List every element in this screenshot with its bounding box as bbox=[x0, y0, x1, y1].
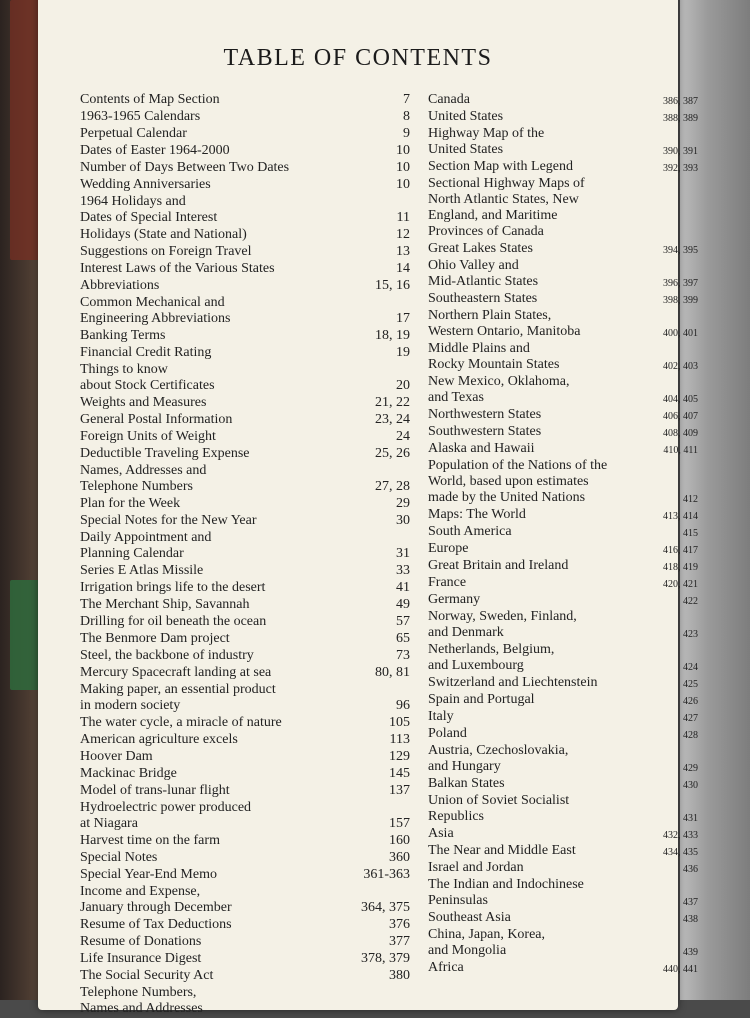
toc-entry-title: The water cycle, a miracle of nature bbox=[80, 715, 282, 730]
toc-entry bbox=[80, 126, 410, 142]
toc-entry bbox=[80, 749, 410, 765]
toc-entry bbox=[80, 261, 410, 277]
toc-entry-title: Israel and Jordan bbox=[428, 860, 524, 875]
toc-entry-page: 392, 393 bbox=[663, 163, 698, 174]
toc-entry bbox=[428, 109, 698, 125]
toc-entry-page: 418, 419 bbox=[663, 562, 698, 573]
toc-entry bbox=[428, 592, 698, 608]
toc-entry bbox=[80, 968, 410, 984]
toc-entry-title: Weights and Measures bbox=[80, 395, 207, 410]
toc-entry-page: 24 bbox=[396, 429, 410, 444]
toc-entry-title: The Benmore Dam project bbox=[80, 631, 230, 646]
toc-entry-title: Canada bbox=[428, 92, 470, 107]
toc-entry-title: Daily Appointment and Planning Calendar bbox=[80, 530, 212, 561]
toc-entry bbox=[428, 960, 698, 976]
toc-entry-page: 376 bbox=[389, 917, 410, 932]
toc-entry-title: Common Mechanical and Engineering Abbreviations bbox=[80, 295, 231, 326]
toc-entry-title: The Social Security Act bbox=[80, 968, 214, 983]
toc-entry-page: 17 bbox=[396, 311, 410, 326]
page-title: TABLE OF CONTENTS bbox=[223, 45, 493, 71]
toc-entry-title: Section Map with Legend bbox=[428, 159, 574, 174]
toc-entry-page: 388, 389 bbox=[663, 113, 698, 124]
toc-entry bbox=[428, 743, 698, 775]
toc-entry-page: 427 bbox=[683, 713, 698, 724]
toc-entry-page: 400, 401 bbox=[663, 328, 698, 339]
toc-entry-page: 406, 407 bbox=[663, 411, 698, 422]
toc-entry-title: Sectional Highway Maps of North Atlantic States, New England, and Maritime Provinces of Canada bbox=[428, 176, 585, 239]
toc-entry-title: Norway, Sweden, Finland, and Denmark bbox=[428, 609, 577, 640]
toc-entry-title: Deductible Traveling Expense bbox=[80, 446, 250, 461]
toc-entry-page: 49 bbox=[396, 597, 410, 612]
toc-entry bbox=[428, 675, 698, 691]
toc-entry bbox=[80, 715, 410, 731]
toc-entry-page: 30 bbox=[396, 513, 410, 528]
toc-entry-page: 105 bbox=[389, 715, 410, 730]
toc-entry bbox=[80, 227, 410, 243]
toc-entry-page: 430 bbox=[683, 780, 698, 791]
toc-entry bbox=[428, 575, 698, 591]
toc-entry-title: Southeastern States bbox=[428, 291, 538, 306]
toc-entry-page: 21, 22 bbox=[375, 395, 410, 410]
toc-entry-title: Wedding Anniversaries bbox=[80, 177, 211, 192]
toc-entry-title: Middle Plains and Rocky Mountain States bbox=[428, 341, 560, 372]
toc-entry-page: 404, 405 bbox=[663, 394, 698, 405]
toc-entry-page: 364, 375 bbox=[361, 900, 410, 915]
toc-entry-page: 424 bbox=[683, 662, 698, 673]
toc-entry-page: 33 bbox=[396, 563, 410, 578]
toc-entry-title: Special Year-End Memo bbox=[80, 867, 217, 882]
toc-entry-page: 14 bbox=[396, 261, 410, 276]
toc-entry-title: The Near and Middle East bbox=[428, 843, 576, 858]
toc-entry-title: Contents of Map Section bbox=[80, 92, 220, 107]
cover-decoration-green bbox=[10, 580, 40, 690]
cover-decoration-red bbox=[10, 0, 40, 260]
toc-entry bbox=[80, 884, 410, 916]
toc-entry bbox=[80, 665, 410, 681]
toc-entry-title: Austria, Czechoslovakia, and Hungary bbox=[428, 743, 569, 774]
toc-entry bbox=[80, 648, 410, 664]
toc-entry-page: 73 bbox=[396, 648, 410, 663]
toc-entry-page: 396, 397 bbox=[663, 278, 698, 289]
toc-entry bbox=[80, 682, 410, 714]
toc-entry-title: Southeast Asia bbox=[428, 910, 511, 925]
toc-entry-page: 380 bbox=[389, 968, 410, 983]
toc-entry bbox=[80, 833, 410, 849]
toc-entry-title: Foreign Units of Weight bbox=[80, 429, 216, 444]
toc-entry-page: 41 bbox=[396, 580, 410, 595]
toc-entry-title: Southwestern States bbox=[428, 424, 542, 439]
toc-entry bbox=[428, 92, 698, 108]
toc-entry-page: 13 bbox=[396, 244, 410, 259]
toc-entry-title: Resume of Tax Deductions bbox=[80, 917, 232, 932]
toc-entry bbox=[428, 776, 698, 792]
toc-entry-page: 402, 403 bbox=[663, 361, 698, 372]
toc-entry-title: Balkan States bbox=[428, 776, 505, 791]
toc-entry-page: 423 bbox=[683, 629, 698, 640]
toc-entry bbox=[428, 407, 698, 423]
toc-entry-page: 412 bbox=[683, 494, 698, 505]
toc-entry bbox=[80, 109, 410, 125]
toc-entry bbox=[428, 507, 698, 523]
toc-entry-title: Income and Expense, January through December bbox=[80, 884, 232, 915]
toc-entry-title: Steel, the backbone of industry bbox=[80, 648, 254, 663]
toc-entry-page: 431 bbox=[683, 813, 698, 824]
toc-entry-title: Number of Days Between Two Dates bbox=[80, 160, 290, 175]
toc-entry bbox=[428, 726, 698, 742]
toc-entry bbox=[80, 446, 410, 462]
toc-entry bbox=[428, 709, 698, 725]
toc-entry-title: Telephone Numbers, Names and Addresses bbox=[80, 985, 203, 1016]
toc-entry-page: 11 bbox=[396, 210, 410, 225]
toc-entry-page: 10 bbox=[396, 143, 410, 158]
toc-entry-title: The Indian and Indochinese Peninsulas bbox=[428, 877, 584, 908]
toc-entry-page: 439 bbox=[683, 947, 698, 958]
toc-entry-page: 160 bbox=[389, 833, 410, 848]
toc-entry-page: 429 bbox=[683, 763, 698, 774]
toc-entry-title: Great Britain and Ireland bbox=[428, 558, 569, 573]
toc-entry-title: Hoover Dam bbox=[80, 749, 153, 764]
toc-entry-title: Making paper, an essential product in modern society bbox=[80, 682, 276, 713]
toc-entry-title: Harvest time on the farm bbox=[80, 833, 220, 848]
toc-entry-page: 10 bbox=[396, 160, 410, 175]
toc-entry-page: 8 bbox=[403, 109, 410, 124]
toc-entry-page: 408, 409 bbox=[663, 428, 698, 439]
toc-entry bbox=[80, 295, 410, 327]
toc-entry-title: Holidays (State and National) bbox=[80, 227, 247, 242]
toc-entry bbox=[428, 341, 698, 373]
toc-entry bbox=[80, 850, 410, 866]
toc-entry-page: 20 bbox=[396, 378, 410, 393]
toc-entry-title: Resume of Donations bbox=[80, 934, 202, 949]
toc-entry-title: Northern Plain States, Western Ontario, Manitoba bbox=[428, 308, 581, 339]
toc-entry bbox=[428, 374, 698, 406]
toc-entry-page: 7 bbox=[403, 92, 410, 107]
toc-entry-title: Names, Addresses and Telephone Numbers bbox=[80, 463, 207, 494]
toc-entry bbox=[80, 563, 410, 579]
toc-entry-page: 137 bbox=[389, 783, 410, 798]
toc-entry-title: Maps: The World bbox=[428, 507, 526, 522]
toc-entry bbox=[80, 631, 410, 647]
toc-entry-page: 157 bbox=[389, 816, 410, 831]
toc-entry bbox=[428, 291, 698, 307]
toc-entry-page: 398, 399 bbox=[663, 295, 698, 306]
toc-entry bbox=[428, 826, 698, 842]
toc-entry bbox=[80, 732, 410, 748]
toc-entry bbox=[428, 860, 698, 876]
toc-entry-page: 113 bbox=[389, 732, 410, 747]
toc-entry-title: South America bbox=[428, 524, 512, 539]
toc-entry-title: Financial Credit Rating bbox=[80, 345, 212, 360]
contents-page bbox=[38, 0, 698, 1016]
toc-entry-page: 65 bbox=[396, 631, 410, 646]
toc-entry bbox=[428, 176, 698, 240]
toc-entry-page: 436 bbox=[683, 864, 698, 875]
toc-entry bbox=[80, 395, 410, 411]
toc-entry bbox=[80, 463, 410, 495]
toc-entry-page: 440, 441 bbox=[663, 964, 698, 975]
toc-entry-page: 426 bbox=[683, 696, 698, 707]
toc-entry-title: France bbox=[428, 575, 467, 590]
toc-entry-page: 129 bbox=[389, 749, 410, 764]
toc-entry bbox=[80, 934, 410, 950]
toc-entry-title: Netherlands, Belgium, and Luxembourg bbox=[428, 642, 555, 673]
toc-entry bbox=[80, 917, 410, 933]
toc-entry-page: 15, 16 bbox=[375, 278, 410, 293]
toc-entry-page: 415 bbox=[683, 528, 698, 539]
toc-entry-title: Great Lakes States bbox=[428, 241, 533, 256]
toc-entry bbox=[80, 328, 410, 344]
toc-entry bbox=[428, 308, 698, 340]
toc-entry-title: American agriculture excels bbox=[80, 732, 238, 747]
toc-entry-title: Union of Soviet Socialist Republics bbox=[428, 793, 570, 824]
toc-entry-title: Model of trans-lunar flight bbox=[80, 783, 230, 798]
toc-entry-page: 31 bbox=[396, 546, 410, 561]
toc-entry-title: 1964 Holidays and Dates of Special Interest bbox=[80, 194, 218, 225]
toc-entry-title: Asia bbox=[428, 826, 454, 841]
toc-entry-page: 386, 387 bbox=[663, 96, 698, 107]
toc-entry bbox=[428, 458, 698, 506]
toc-entry-page: 9 bbox=[403, 126, 410, 141]
toc-entry-title: Perpetual Calendar bbox=[80, 126, 187, 141]
toc-entry-title: Northwestern States bbox=[428, 407, 542, 422]
toc-entry bbox=[428, 692, 698, 708]
toc-entry bbox=[80, 530, 410, 562]
toc-entry bbox=[428, 877, 698, 909]
toc-entry bbox=[428, 910, 698, 926]
toc-entry bbox=[80, 429, 410, 445]
toc-entry-page: 438 bbox=[683, 914, 698, 925]
toc-entry-title: Switzerland and Liechtenstein bbox=[428, 675, 598, 690]
toc-entry-title: Dates of Easter 1964-2000 bbox=[80, 143, 230, 158]
toc-entry-page: 360 bbox=[389, 850, 410, 865]
toc-entry-page: 410, 411 bbox=[663, 445, 698, 456]
toc-entry-page: 390, 391 bbox=[663, 146, 698, 157]
toc-entry-page: 378, 379 bbox=[361, 951, 410, 966]
toc-entry-page: 23, 24 bbox=[375, 412, 410, 427]
toc-entry bbox=[428, 927, 698, 959]
toc-entry-page: 422 bbox=[683, 596, 698, 607]
toc-entry-title: Things to know about Stock Certificates bbox=[80, 362, 215, 393]
toc-entry bbox=[80, 160, 410, 176]
toc-entry-title: Plan for the Week bbox=[80, 496, 181, 511]
toc-entry-title: Population of the Nations of the World, based upon estimates made by the United Nations bbox=[428, 458, 608, 505]
toc-entry-page: 145 bbox=[389, 766, 410, 781]
toc-entry bbox=[80, 92, 410, 108]
toc-entry-page: 413, 414 bbox=[663, 511, 698, 522]
contents-left-column bbox=[80, 92, 410, 1018]
toc-entry bbox=[428, 558, 698, 574]
toc-entry-title: Europe bbox=[428, 541, 469, 556]
toc-entry bbox=[80, 951, 410, 967]
toc-entry bbox=[428, 441, 698, 457]
toc-entry-title: Mercury Spacecraft landing at sea bbox=[80, 665, 272, 680]
toc-entry-page: 377 bbox=[389, 934, 410, 949]
toc-entry-page: 10 bbox=[396, 177, 410, 192]
toc-entry-title: Poland bbox=[428, 726, 467, 741]
toc-entry bbox=[80, 496, 410, 512]
toc-entry-page: 394, 395 bbox=[663, 245, 698, 256]
toc-entry-title: United States bbox=[428, 109, 504, 124]
toc-entry-title: Life Insurance Digest bbox=[80, 951, 202, 966]
toc-entry-page: 18, 19 bbox=[375, 328, 410, 343]
toc-entry bbox=[80, 177, 410, 193]
toc-entry bbox=[428, 524, 698, 540]
toc-entry-title: New Mexico, Oklahoma, and Texas bbox=[428, 374, 570, 405]
toc-entry-page: 434, 435 bbox=[663, 847, 698, 858]
toc-entry bbox=[80, 580, 410, 596]
toc-entry-title: Africa bbox=[428, 960, 464, 975]
toc-entry bbox=[80, 278, 410, 294]
toc-entry bbox=[428, 793, 698, 825]
toc-entry bbox=[80, 867, 410, 883]
contents-right-column bbox=[428, 92, 698, 977]
toc-entry-page: 425 bbox=[683, 679, 698, 690]
toc-entry bbox=[80, 513, 410, 529]
toc-entry-title: Hydroelectric power produced at Niagara bbox=[80, 800, 252, 831]
toc-entry-page: 57 bbox=[396, 614, 410, 629]
toc-entry-title: Italy bbox=[428, 709, 454, 724]
toc-entry bbox=[80, 412, 410, 428]
toc-entry-page: 27, 28 bbox=[375, 479, 410, 494]
toc-entry bbox=[80, 244, 410, 260]
toc-entry-title: Germany bbox=[428, 592, 481, 607]
toc-entry-page: 19 bbox=[396, 345, 410, 360]
toc-entry bbox=[428, 843, 698, 859]
toc-entry bbox=[80, 985, 410, 1017]
toc-entry bbox=[80, 143, 410, 159]
toc-entry bbox=[428, 541, 698, 557]
toc-entry-title: Series E Atlas Missile bbox=[80, 563, 204, 578]
toc-entry bbox=[80, 783, 410, 799]
toc-entry-page: 420, 421 bbox=[663, 579, 698, 590]
toc-entry-title: Drilling for oil beneath the ocean bbox=[80, 614, 267, 629]
toc-entry-page: 428 bbox=[683, 730, 698, 741]
toc-entry bbox=[80, 800, 410, 832]
toc-entry-title: Alaska and Hawaii bbox=[428, 441, 535, 456]
toc-entry-title: Highway Map of the United States bbox=[428, 126, 545, 157]
toc-entry-page: 437 bbox=[683, 897, 698, 908]
toc-entry bbox=[428, 241, 698, 257]
toc-entry-title: General Postal Information bbox=[80, 412, 233, 427]
toc-entry bbox=[428, 126, 698, 158]
toc-entry bbox=[428, 609, 698, 641]
toc-entry-title: Special Notes for the New Year bbox=[80, 513, 257, 528]
toc-entry bbox=[428, 159, 698, 175]
toc-entry-page: 432, 433 bbox=[663, 830, 698, 841]
toc-entry-title: The Merchant Ship, Savannah bbox=[80, 597, 250, 612]
toc-entry bbox=[80, 194, 410, 226]
toc-entry bbox=[80, 766, 410, 782]
toc-entry-page: 29 bbox=[396, 496, 410, 511]
toc-entry bbox=[428, 258, 698, 290]
toc-entry-page: 25, 26 bbox=[375, 446, 410, 461]
toc-entry-page: 416, 417 bbox=[663, 545, 698, 556]
toc-entry-page: 96 bbox=[396, 698, 410, 713]
toc-entry-page: 361-363 bbox=[363, 867, 410, 882]
toc-entry-title: 1963-1965 Calendars bbox=[80, 109, 201, 124]
toc-entry-title: Abbreviations bbox=[80, 278, 160, 293]
toc-entry bbox=[428, 642, 698, 674]
toc-entry-title: Special Notes bbox=[80, 850, 158, 865]
toc-entry bbox=[80, 345, 410, 361]
toc-entry-title: Banking Terms bbox=[80, 328, 166, 343]
toc-entry bbox=[80, 614, 410, 630]
toc-entry-page: 80, 81 bbox=[375, 665, 410, 680]
toc-entry-title: Suggestions on Foreign Travel bbox=[80, 244, 252, 259]
toc-entry bbox=[428, 424, 698, 440]
toc-entry-title: Interest Laws of the Various States bbox=[80, 261, 275, 276]
toc-entry-title: Ohio Valley and Mid-Atlantic States bbox=[428, 258, 539, 289]
toc-entry-title: Mackinac Bridge bbox=[80, 766, 177, 781]
toc-entry-title: Irrigation brings life to the desert bbox=[80, 580, 266, 595]
toc-entry bbox=[80, 597, 410, 613]
toc-entry-title: Spain and Portugal bbox=[428, 692, 535, 707]
toc-entry-page: 12 bbox=[396, 227, 410, 242]
toc-entry-title: China, Japan, Korea, and Mongolia bbox=[428, 927, 546, 958]
toc-entry bbox=[80, 362, 410, 394]
